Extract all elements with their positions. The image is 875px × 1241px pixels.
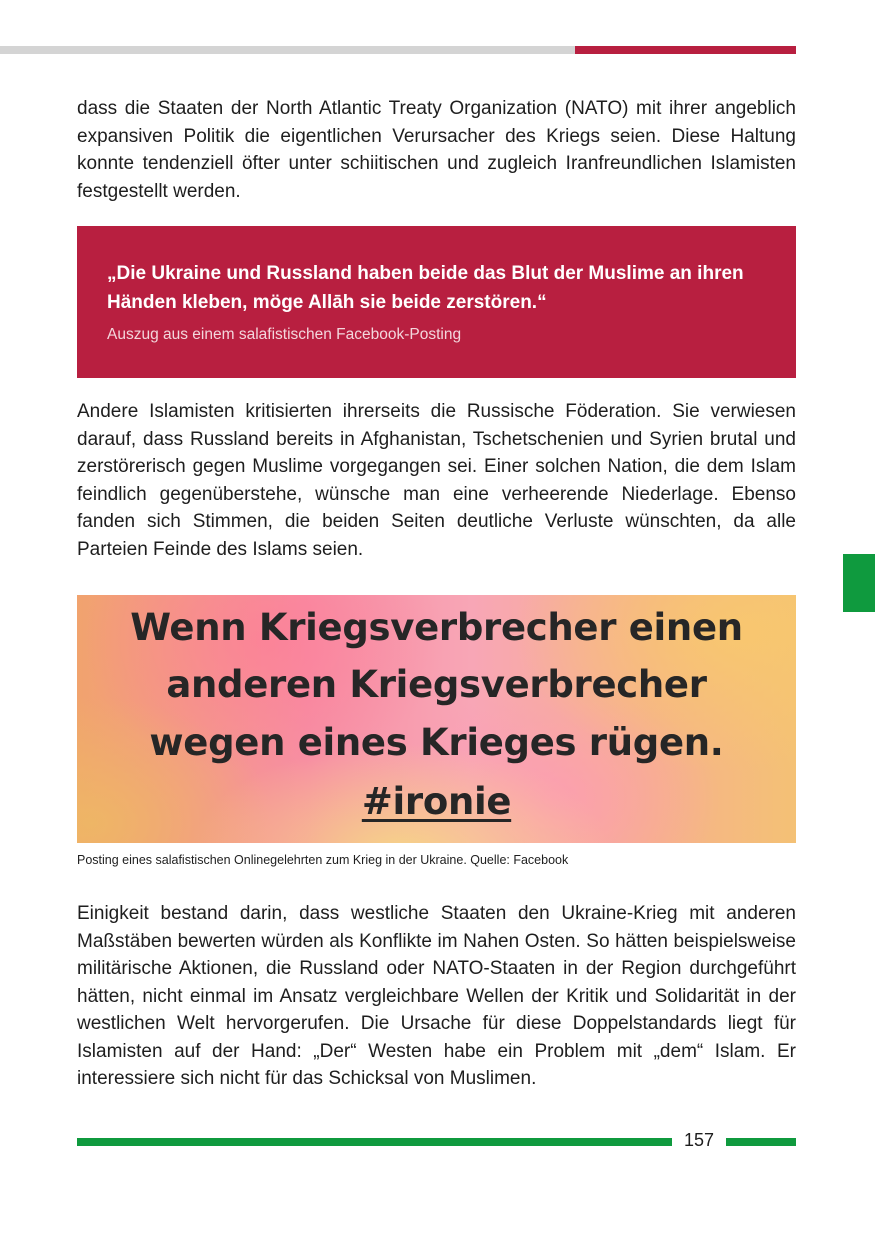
image-text-line-3: wegen eines Krieges rügen. xyxy=(149,721,724,764)
body-paragraph-2: Andere Islamisten kritisierten ihrerseits die Russische Föderation. Sie verwiesen darauf, dass Russland bereits in Afghanistan, Tschetschenien und Syrien brutal und zerstörerisch gegen Muslime vorgegangen sei. Einer solchen Nation, die dem Islam feindlich gegenüberstehe, wünsche man eine verheerende Niederlage. Ebenso fanden sich Stimmen, die beiden Seiten deutliche Verluste wünschten, da alle Parteien Feinde des Islams seien. xyxy=(77,401,796,560)
facebook-post-image xyxy=(77,595,796,843)
header-rule-grey xyxy=(0,46,575,54)
body-paragraph-1: dass die Staaten der North Atlantic Treaty Organization (NATO) mit ihrer angeblich expansiven Politik die eigentlichen Verursacher des Kriegs seien. Diese Haltung konnte tendenziell öfter unter schiitischen und zugleich Iranfreundlichen Islamisten festgestellt werden. xyxy=(77,98,796,202)
body-paragraph-3: Einigkeit bestand darin, dass westliche Staaten den Ukraine-Krieg mit anderen Maßstäben bewerten würden als Konflikte im Nahen Osten. So hätten beispielsweise militärische Aktionen, die Russland oder NATO-Staaten in der Region durchgeführt hätten, nicht einmal im Ansatz vergleichbare Wellen der Kritik und Solidarität in der westlichen Welt hervorgerufen. Die Ursache für diese Doppelstandards liegt für Islamisten auf der Hand: „Der“ Westen habe ein Problem mit „dem“ Islam. Er interessiere sich nicht für das Schicksal von Muslimen. xyxy=(77,903,796,1089)
page-number: 157 xyxy=(683,1130,715,1150)
image-hashtag: #ironie xyxy=(361,780,512,823)
chapter-tab-marker xyxy=(843,554,875,612)
footer-rule-left xyxy=(77,1138,672,1146)
quote-text: „Die Ukraine und Russland haben beide das Blut der Muslime an ihren Händen kleben, möge Allāh sie beide zerstören.“ xyxy=(107,263,744,313)
image-text-line-1: Wenn Kriegsverbrecher einen xyxy=(130,606,743,649)
image-hashtag-line xyxy=(77,780,796,823)
image-caption: Posting eines salafistischen Onlinegelehrten zum Krieg in der Ukraine. Quelle: Facebook xyxy=(77,853,569,867)
quote-source: Auszug aus einem salafistischen Facebook-Posting xyxy=(107,326,462,343)
footer-rule-right xyxy=(726,1138,796,1146)
header-rule-red xyxy=(575,46,796,54)
quote-box xyxy=(77,226,796,378)
image-text-line-2: anderen Kriegsverbrecher xyxy=(166,663,707,706)
